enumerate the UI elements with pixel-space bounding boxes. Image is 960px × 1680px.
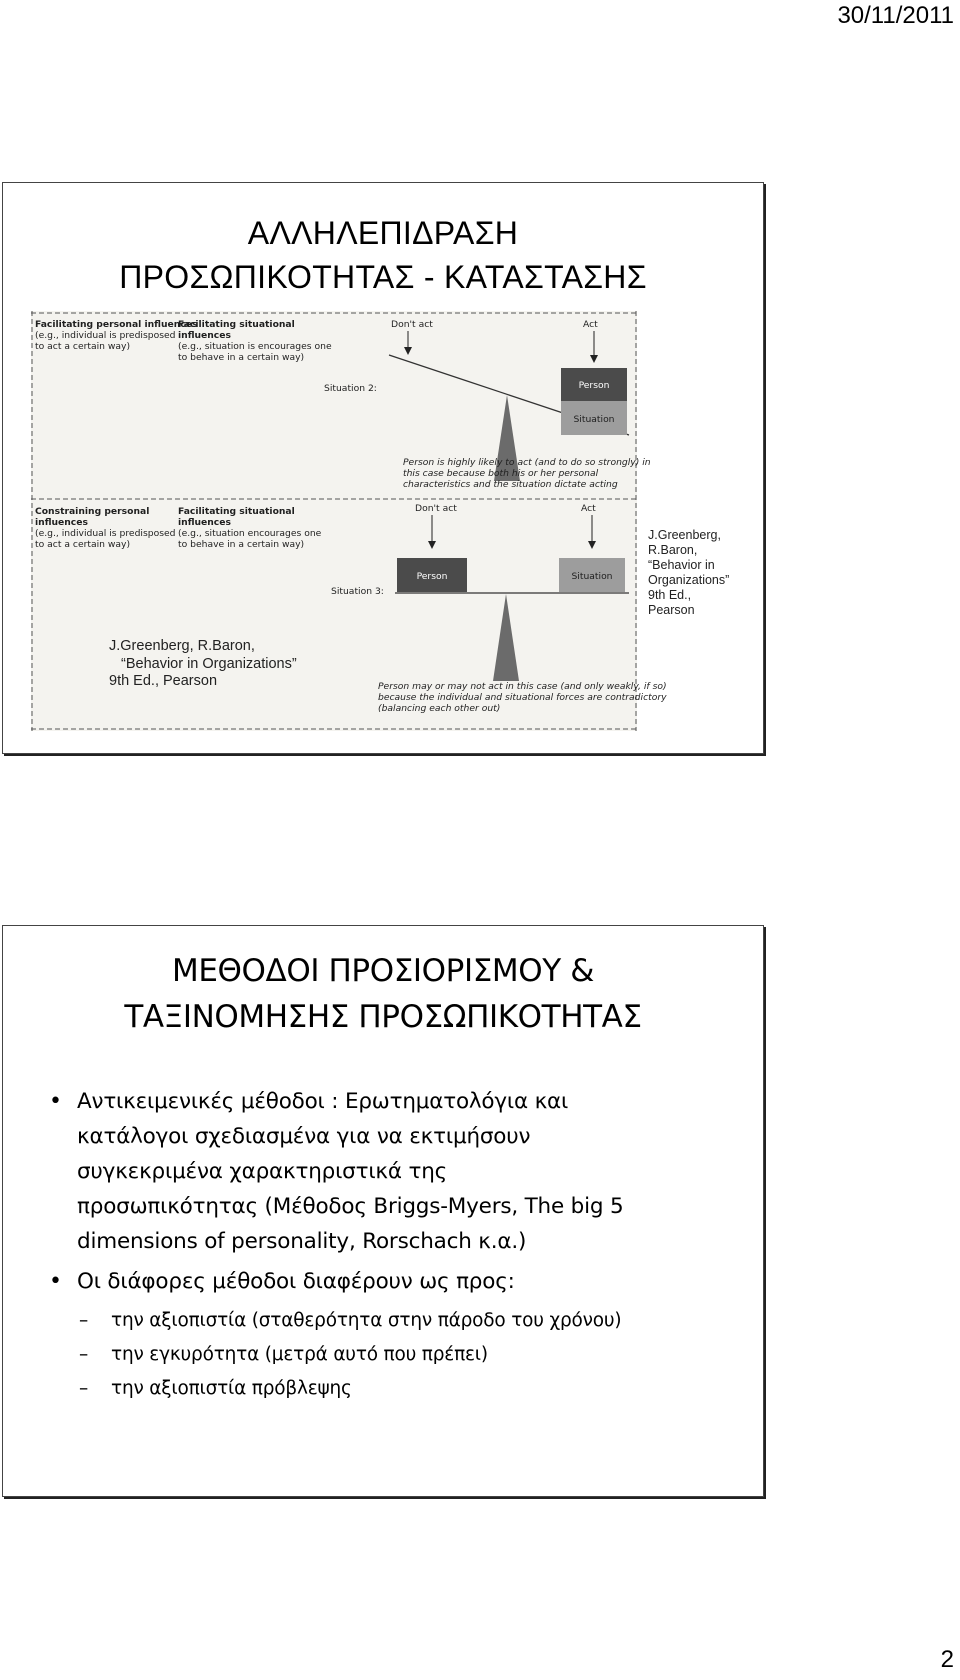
citation-right-line: Pearson (648, 603, 695, 617)
p1-situation-box-label: Situation (573, 414, 615, 425)
slide-1-title-line-1: ΑΛΛΗΛΕΠΙΔΡΑΣΗ (247, 215, 519, 251)
p2-left-note-2: to act a certain way) (35, 539, 131, 550)
p2-person-box-label: Person (416, 571, 448, 582)
bullet-line: προσωπικότητας (Μέθοδος Briggs-Myers, The big 5 (77, 1194, 624, 1219)
bullet-line: dimensions of personality, Rorschach κ.α.) (77, 1229, 527, 1254)
p1-caption-2: this case because both his or her personal (403, 468, 599, 479)
p1-act-arrowhead (590, 355, 598, 363)
p1-person-box-label: Person (578, 380, 610, 391)
citation-left-line: 9th Ed., Pearson (109, 673, 218, 689)
p1-caption-1: Person is highly likely to act (and to do so strongly) in (403, 457, 651, 468)
p2-dont-act-arrowhead (428, 541, 436, 549)
page-date: 30/11/2011 (837, 2, 954, 29)
bullet-line: κατάλογοι σχεδιασμένα για να εκτιμήσουν (77, 1124, 531, 1149)
citation-right-line: 9th Ed., (648, 588, 692, 602)
p1-mid-note-2: to behave in a certain way) (178, 352, 305, 363)
citation-left-line: “Behavior in Organizations” (121, 655, 297, 672)
bullet-line: συγκεκριμένα χαρακτηριστικά της (77, 1159, 448, 1184)
p1-left-note-1: (e.g., individual is predisposed (35, 330, 176, 341)
p2-fulcrum-triangle (493, 594, 519, 681)
bullet-list (43, 1084, 758, 1406)
page-number: 2 (940, 1646, 954, 1673)
p1-left-note-2: to act a certain way) (35, 341, 131, 352)
p2-mid-note-2: to behave in a certain way) (178, 539, 305, 550)
citation-left (109, 638, 359, 691)
bullet-item (43, 1084, 758, 1259)
citation-right (648, 528, 758, 618)
slide-1-title-line-2: ΠΡΟΣΩΠΙΚΟΤΗΤΑΣ - ΚΑΤΑΣΤΑΣΗΣ (119, 259, 647, 295)
p2-left-heading-1: Constraining personal (35, 506, 150, 517)
p1-dont-act-arrowhead (404, 347, 412, 355)
p2-act-label: Act (581, 503, 596, 514)
slide-2-title-line-1: ΜΕΘΟΔΟΙ ΠΡΟΣΙΟΡΙΣΜΟΥ & (171, 953, 594, 989)
slide-2 (2, 925, 764, 1497)
bullet-line: • Οι διάφορες μέθοδοι διαφέρουν ως προς: (77, 1269, 515, 1294)
sub-bullet-item: – την αξιοπιστία πρόβλεψης (43, 1372, 758, 1406)
p2-left-heading-2: influences (35, 517, 88, 528)
p2-act-arrowhead (588, 541, 596, 549)
citation-right-line: R.Baron, (648, 543, 698, 557)
slide-2-title (3, 948, 763, 1040)
bullet-line: • Αντικειμενικές μέθοδοι : Ερωτηματολόγια και (77, 1089, 569, 1114)
slide-1-title (3, 211, 763, 299)
p2-left-note-1: (e.g., individual is predisposed (35, 528, 176, 539)
p1-caption-3: characteristics and the situation dictate acting (403, 479, 618, 490)
p1-act-label: Act (583, 319, 598, 330)
p1-mid-heading-1: Facilitating situational (178, 319, 295, 330)
slide-1 (2, 182, 764, 754)
p2-dont-act-label: Don't act (415, 503, 457, 514)
p2-situation-box-label: Situation (571, 571, 613, 582)
p1-dont-act-label: Don't act (391, 319, 433, 330)
citation-left-line: J.Greenberg, R.Baron, (109, 638, 255, 654)
p2-situation-label: Situation 3: (331, 586, 384, 597)
bullet-item (43, 1264, 758, 1299)
sub-bullet-item: – την εγκυρότητα (μετρά αυτό που πρέπει) (43, 1338, 758, 1372)
p2-mid-heading-1: Facilitating situational (178, 506, 295, 517)
sub-bullet-item: – την αξιοπιστία (σταθερότητα στην πάροδο του χρόνου) (43, 1304, 758, 1338)
p2-caption-3: (balancing each other out) (378, 703, 501, 714)
p2-caption-2: because the individual and situational forces are contradictory (378, 692, 667, 703)
citation-right-line: J.Greenberg, (648, 528, 721, 542)
p2-mid-note-1: (e.g., situation encourages one (178, 528, 322, 539)
citation-right-line: “Behavior in (648, 558, 715, 572)
p1-mid-note-1: (e.g., situation is encourages one (178, 341, 332, 352)
p2-mid-heading-2: influences (178, 517, 231, 528)
p1-situation-label: Situation 2: (324, 383, 377, 394)
p1-mid-heading-2: influences (178, 330, 231, 341)
slide-2-title-line-2: ΤΑΞΙΝΟΜΗΣΗΣ ΠΡΟΣΩΠΙΚΟΤΗΤΑΣ (124, 999, 642, 1035)
p1-left-heading: Facilitating personal influences (35, 319, 198, 330)
citation-right-line: Organizations” (648, 573, 730, 587)
p2-caption-1: Person may or may not act in this case (and only weakly, if so) (378, 681, 667, 692)
